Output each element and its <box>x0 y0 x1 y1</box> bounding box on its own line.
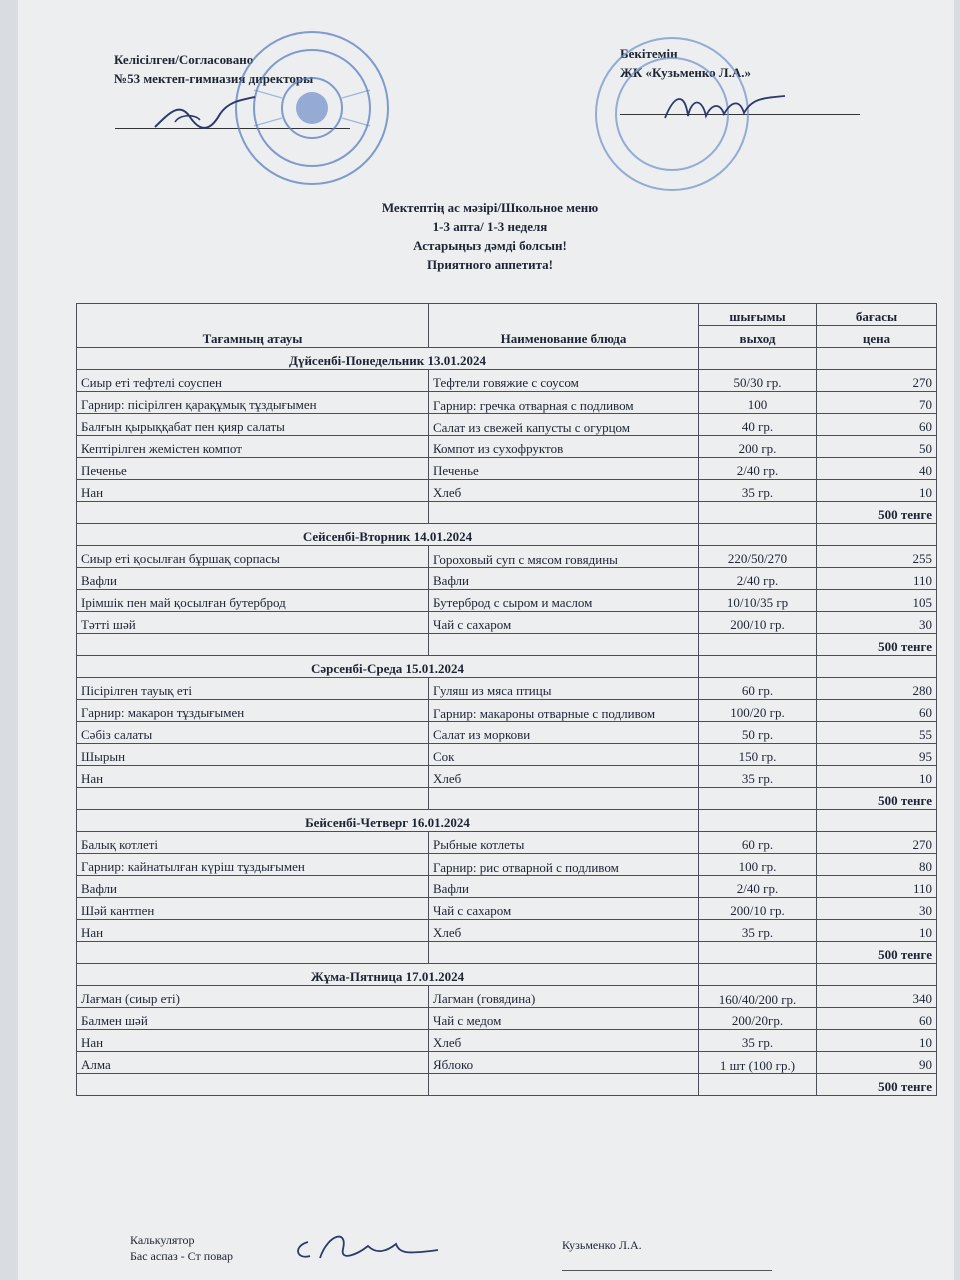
header-price-ru: цена <box>817 326 937 348</box>
dish-name-kz: Сиыр еті тефтелі соуспен <box>77 370 429 392</box>
empty-cell <box>699 502 817 524</box>
dish-yield: 160/40/200 гр. <box>699 986 817 1008</box>
dish-yield: 1 шт (100 гр.) <box>699 1052 817 1074</box>
empty-cell <box>817 524 937 546</box>
dish-name-kz: Тәтті шәй <box>77 612 429 634</box>
empty-cell <box>699 942 817 964</box>
footer-calculator <box>130 1232 233 1264</box>
dish-name-kz: Гарнир: макарон тұздығымен <box>77 700 429 722</box>
day-total: 500 тенге <box>817 1074 937 1096</box>
header-price-kz: бағасы <box>817 304 937 326</box>
dish-name-ru: Хлеб <box>429 766 699 788</box>
day-name: Бейсенбі-Четверг 16.01.2024 <box>77 810 699 832</box>
dish-price: 60 <box>817 414 937 436</box>
table-row <box>77 898 937 920</box>
dish-yield: 200/20гр. <box>699 1008 817 1030</box>
signature-right <box>660 88 790 128</box>
empty-cell <box>699 348 817 370</box>
dish-name-kz: Вафли <box>77 568 429 590</box>
empty-cell <box>699 1074 817 1096</box>
dish-yield: 100/20 гр. <box>699 700 817 722</box>
day-total-row <box>77 502 937 524</box>
dish-name-ru: Гарнир: макароны отварные с подливом <box>429 700 699 722</box>
dish-price: 40 <box>817 458 937 480</box>
dish-yield: 2/40 гр. <box>699 568 817 590</box>
day-name: Сейсенбі-Вторник 14.01.2024 <box>77 524 699 546</box>
empty-cell <box>817 656 937 678</box>
dish-name-kz: Шәй кантпен <box>77 898 429 920</box>
dish-price: 30 <box>817 898 937 920</box>
header-yield-ru: выход <box>699 326 817 348</box>
day-header-row <box>77 524 937 546</box>
dish-yield: 60 гр. <box>699 832 817 854</box>
empty-cell <box>699 656 817 678</box>
dish-name-kz: Сәбіз салаты <box>77 722 429 744</box>
dish-name-ru: Печенье <box>429 458 699 480</box>
dish-price: 80 <box>817 854 937 876</box>
empty-cell <box>77 1074 429 1096</box>
empty-cell <box>429 1074 699 1096</box>
dish-price: 70 <box>817 392 937 414</box>
day-total-row <box>77 942 937 964</box>
empty-cell <box>429 788 699 810</box>
table-row <box>77 568 937 590</box>
dish-yield: 100 гр. <box>699 854 817 876</box>
empty-cell <box>429 634 699 656</box>
dish-name-kz: Балық котлеті <box>77 832 429 854</box>
day-total: 500 тенге <box>817 788 937 810</box>
footer-signature-line <box>562 1270 772 1271</box>
table-row <box>77 920 937 942</box>
dish-price: 270 <box>817 832 937 854</box>
empty-cell <box>699 964 817 986</box>
dish-name-ru: Гуляш из мяса птицы <box>429 678 699 700</box>
empty-cell <box>429 942 699 964</box>
empty-cell <box>77 634 429 656</box>
dish-yield: 60 гр. <box>699 678 817 700</box>
table-row <box>77 744 937 766</box>
footer-owner-name: Кузьменко Л.А. <box>562 1238 642 1252</box>
dish-name-kz: Лағман (сиыр еті) <box>77 986 429 1008</box>
dish-yield: 10/10/35 гр <box>699 590 817 612</box>
dish-name-ru: Компот из сухофруктов <box>429 436 699 458</box>
approval-right-entity: ЖК «Кузьменко Л.А.» <box>620 65 751 80</box>
dish-name-kz: Пісірілген тауық еті <box>77 678 429 700</box>
dish-name-ru: Чай с медом <box>429 1008 699 1030</box>
header-name-ru: Наименование блюда <box>429 304 699 348</box>
day-total-row <box>77 634 937 656</box>
dish-price: 30 <box>817 612 937 634</box>
dish-name-ru: Салат из свежей капусты с огурцом <box>429 414 699 436</box>
table-row <box>77 392 937 414</box>
dish-name-ru: Яблоко <box>429 1052 699 1074</box>
header-yield-kz: шығымы <box>699 304 817 326</box>
dish-yield: 100 <box>699 392 817 414</box>
empty-cell <box>817 348 937 370</box>
dish-yield: 200/10 гр. <box>699 898 817 920</box>
dish-name-ru: Хлеб <box>429 480 699 502</box>
day-name: Сәрсенбі-Среда 15.01.2024 <box>77 656 699 678</box>
table-row <box>77 766 937 788</box>
table-row <box>77 1030 937 1052</box>
dish-name-ru: Хлеб <box>429 1030 699 1052</box>
title-line-3: Астарыңыз дәмді болсын! <box>413 238 567 253</box>
empty-cell <box>699 524 817 546</box>
dish-yield: 50 гр. <box>699 722 817 744</box>
dish-yield: 50/30 гр. <box>699 370 817 392</box>
dish-name-kz: Нан <box>77 480 429 502</box>
footer-chef-label: Бас аспаз - Ст повар <box>130 1249 234 1263</box>
day-name: Дүйсенбі-Понедельник 13.01.2024 <box>77 348 699 370</box>
title-line-2: 1-3 апта/ 1-3 неделя <box>432 219 548 234</box>
empty-cell <box>699 810 817 832</box>
dish-price: 10 <box>817 1030 937 1052</box>
empty-cell <box>817 964 937 986</box>
dish-name-ru: Сок <box>429 744 699 766</box>
empty-cell <box>77 942 429 964</box>
table-row <box>77 590 937 612</box>
dish-name-ru: Гороховый суп с мясом говядины <box>429 546 699 568</box>
dish-name-kz: Шырын <box>77 744 429 766</box>
dish-name-kz: Алма <box>77 1052 429 1074</box>
dish-name-ru: Чай с сахаром <box>429 898 699 920</box>
day-total-row <box>77 1074 937 1096</box>
dish-name-ru: Чай с сахаром <box>429 612 699 634</box>
table-row <box>77 546 937 568</box>
dish-name-ru: Вафли <box>429 876 699 898</box>
dish-yield: 220/50/270 <box>699 546 817 568</box>
dish-name-kz: Вафли <box>77 876 429 898</box>
menu-title <box>300 198 680 274</box>
dish-price: 255 <box>817 546 937 568</box>
dish-name-ru: Бутерброд с сыром и маслом <box>429 590 699 612</box>
empty-cell <box>817 810 937 832</box>
day-header-row <box>77 964 937 986</box>
dish-yield: 35 гр. <box>699 480 817 502</box>
dish-price: 10 <box>817 920 937 942</box>
dish-yield: 150 гр. <box>699 744 817 766</box>
dish-name-kz: Балғын қырыққабат пен қияр салаты <box>77 414 429 436</box>
dish-price: 270 <box>817 370 937 392</box>
table-header-row-1 <box>77 304 937 326</box>
dish-name-ru: Рыбные котлеты <box>429 832 699 854</box>
table-row <box>77 1052 937 1074</box>
table-row <box>77 854 937 876</box>
empty-cell <box>77 502 429 524</box>
dish-name-kz: Нан <box>77 766 429 788</box>
table-row <box>77 370 937 392</box>
dish-price: 60 <box>817 700 937 722</box>
table-row <box>77 414 937 436</box>
dish-yield: 35 гр. <box>699 920 817 942</box>
dish-name-ru: Гарнир: рис отварной с подливом <box>429 854 699 876</box>
table-row <box>77 876 937 898</box>
dish-price: 10 <box>817 766 937 788</box>
table-row <box>77 612 937 634</box>
header-name-kz: Тағамның атауы <box>77 304 429 348</box>
dish-name-kz: Кептірілген жемістен компот <box>77 436 429 458</box>
dish-price: 340 <box>817 986 937 1008</box>
day-total-row <box>77 788 937 810</box>
table-row <box>77 436 937 458</box>
dish-price: 50 <box>817 436 937 458</box>
day-total: 500 тенге <box>817 942 937 964</box>
dish-name-ru: Тефтели говяжие с соусом <box>429 370 699 392</box>
table-row <box>77 700 937 722</box>
dish-price: 110 <box>817 876 937 898</box>
dish-price: 280 <box>817 678 937 700</box>
dish-yield: 35 гр. <box>699 1030 817 1052</box>
day-header-row <box>77 656 937 678</box>
empty-cell <box>699 788 817 810</box>
dish-yield: 2/40 гр. <box>699 458 817 480</box>
approval-right-title: Бекітемін <box>620 46 678 61</box>
dish-name-ru: Салат из моркови <box>429 722 699 744</box>
dish-name-ru: Гарнир: гречка отварная с подливом <box>429 392 699 414</box>
dish-name-kz: Печенье <box>77 458 429 480</box>
table-row <box>77 1008 937 1030</box>
day-total: 500 тенге <box>817 502 937 524</box>
dish-name-kz: Гарнир: пісірілген қарақұмық тұздығымен <box>77 392 429 414</box>
table-row <box>77 722 937 744</box>
dish-price: 105 <box>817 590 937 612</box>
dish-name-kz: Балмен шәй <box>77 1008 429 1030</box>
dish-yield: 40 гр. <box>699 414 817 436</box>
dish-name-kz: Сиыр еті қосылған бұршақ сорпасы <box>77 546 429 568</box>
table-row <box>77 480 937 502</box>
dish-price: 55 <box>817 722 937 744</box>
empty-cell <box>429 502 699 524</box>
dish-name-kz: Гарнир: кайнатылған күріш тұздығымен <box>77 854 429 876</box>
menu-table <box>76 303 937 1096</box>
dish-price: 60 <box>817 1008 937 1030</box>
empty-cell <box>77 788 429 810</box>
day-header-row <box>77 348 937 370</box>
signature-chef <box>288 1224 448 1268</box>
dish-name-kz: Ірімшік пен май қосылған бутерброд <box>77 590 429 612</box>
dish-name-kz: Нан <box>77 920 429 942</box>
dish-yield: 200 гр. <box>699 436 817 458</box>
table-row <box>77 458 937 480</box>
approval-left-position: №53 мектеп-гимназия директоры <box>114 71 314 86</box>
table-row <box>77 832 937 854</box>
dish-price: 90 <box>817 1052 937 1074</box>
title-line-4: Приятного аппетита! <box>427 257 553 272</box>
table-row <box>77 678 937 700</box>
title-line-1: Мектептің ас мәзірі/Школьное меню <box>381 200 599 215</box>
footer-calculator-label: Калькулятор <box>130 1233 195 1247</box>
dish-yield: 2/40 гр. <box>699 876 817 898</box>
dish-name-ru: Вафли <box>429 568 699 590</box>
day-header-row <box>77 810 937 832</box>
table-row <box>77 986 937 1008</box>
dish-price: 110 <box>817 568 937 590</box>
dish-yield: 200/10 гр. <box>699 612 817 634</box>
dish-price: 10 <box>817 480 937 502</box>
dish-name-ru: Лагман (говядина) <box>429 986 699 1008</box>
dish-yield: 35 гр. <box>699 766 817 788</box>
dish-name-kz: Нан <box>77 1030 429 1052</box>
dish-price: 95 <box>817 744 937 766</box>
dish-name-ru: Хлеб <box>429 920 699 942</box>
approval-left-title: Келісілген/Согласовано <box>114 52 254 67</box>
signature-left <box>150 92 260 137</box>
day-name: Жұма-Пятница 17.01.2024 <box>77 964 699 986</box>
empty-cell <box>699 634 817 656</box>
day-total: 500 тенге <box>817 634 937 656</box>
